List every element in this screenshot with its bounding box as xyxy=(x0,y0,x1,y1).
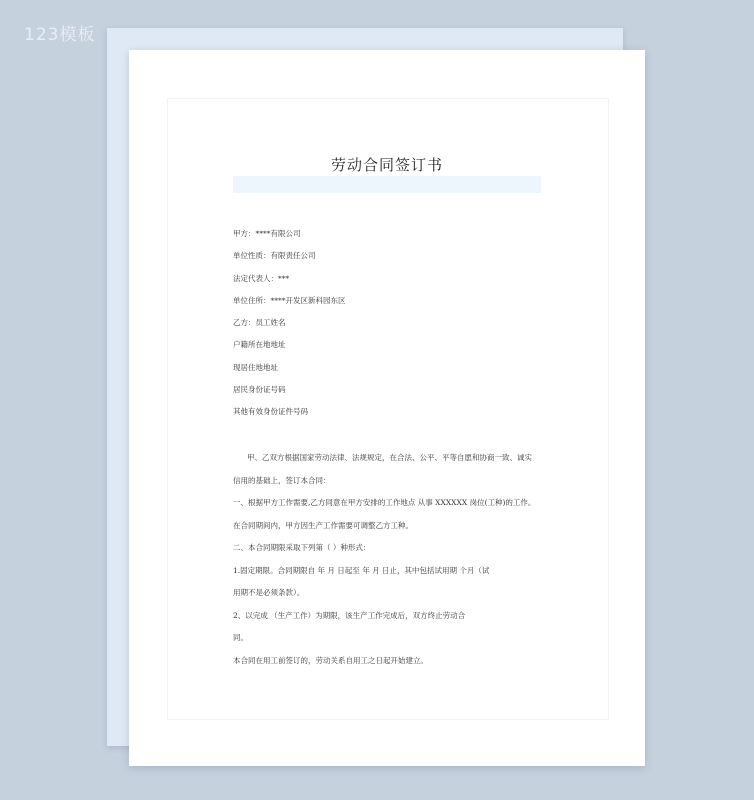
clause-two-option-2-continued: 同。 xyxy=(233,633,248,642)
party-b-name: 乙方：员工姓名 xyxy=(233,318,286,328)
clause-two: 二、本合同期限采取下列第（ ）种形式： xyxy=(233,543,371,552)
unit-nature: 单位性质：有限责任公司 xyxy=(233,251,316,261)
watermark-text: 123模板 xyxy=(24,25,96,45)
legal-representative: 法定代表人：*** xyxy=(233,273,290,283)
other-id-number: 其他有效身份证件号码 xyxy=(233,407,308,417)
body-paragraph: 甲、乙双方根据国家劳动法律、法规规定，在合法、公平、平等自愿和协商一致、诚实 xyxy=(247,453,532,462)
body-paragraph: 信用的基础上，签订本合同： xyxy=(233,475,331,485)
residence-address: 现居住地地址 xyxy=(233,362,278,372)
party-info-list xyxy=(233,228,553,429)
contract-body xyxy=(233,447,545,672)
clause-one-continued: 在合同期间内，甲方因生产工作需要可调整乙方工种。 xyxy=(233,520,413,530)
clause-two-option-1-continued: 用期不是必须条款）。 xyxy=(233,588,305,597)
unit-address: 单位住所：****开发区新科园东区 xyxy=(233,295,346,305)
document-title: 劳动合同签订书 xyxy=(330,156,443,174)
document-page xyxy=(129,50,645,766)
closing-statement: 本合同在用工前签订的，劳动关系自用工之日起开始建立。 xyxy=(233,655,428,665)
title-highlight-band xyxy=(233,176,541,193)
clause-one: 一、根据甲方工作需要,乙方同意在甲方安排的工作地点 从事 XXXXXX 岗位(工种)的工作。 xyxy=(233,498,536,507)
household-address: 户籍所在地地址 xyxy=(233,340,286,350)
id-card-number: 居民身份证号码 xyxy=(233,385,286,395)
clause-two-option-2: 2、以完成 （生产工作）为期限，该生产工作完成后，双方终止劳动合 xyxy=(233,610,466,620)
clause-two-option-1: 1.固定期限。合同期限自 年 月 日起至 年 月 日止，其中包括试用期 个月（试 xyxy=(233,565,490,575)
party-a-name: 甲方：****有限公司 xyxy=(233,229,301,238)
